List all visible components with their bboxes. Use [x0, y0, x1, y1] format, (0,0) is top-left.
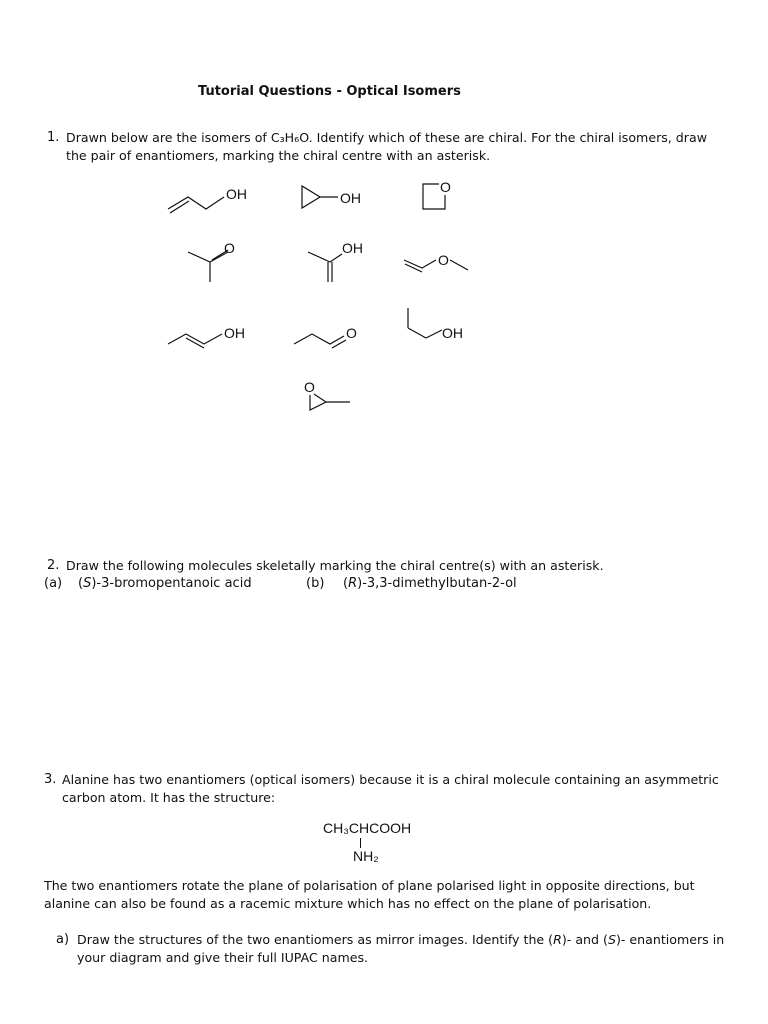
alanine-amino-group: NH₂: [353, 848, 379, 864]
structure-label: O: [304, 379, 315, 395]
question-3-number: 3.: [44, 772, 57, 787]
question-3a-text-line1: Draw the structures of the two enantiomers as mirror images. Identify the (R)- and (S)- enantiomers in: [77, 932, 725, 947]
structure-label: OH: [340, 190, 361, 206]
question-3-paragraph-line2: alanine can also be found as a racemic mixture which has no effect on the plane of polarisation.: [44, 896, 652, 911]
structure-oxetane: [418, 176, 468, 216]
question-3-text-line1: Alanine has two enantiomers (optical isomers) because it is a chiral molecule containing an asymmetric: [62, 772, 719, 787]
structure-prop-2-en-1-ol: [164, 180, 264, 220]
structure-methyloxirane: [300, 376, 360, 416]
question-1-number: 1.: [47, 130, 60, 145]
question-3a-text-line2: your diagram and give their full IUPAC names.: [77, 950, 369, 965]
structure-propenol-branched: [304, 236, 384, 286]
structure-label: O: [346, 325, 357, 341]
page-title: Tutorial Questions - Optical Isomers: [198, 84, 461, 99]
alanine-formula: CH₃CHCOOH: [323, 820, 412, 836]
structure-acetone: [184, 236, 254, 286]
structure-cyclopropanol: [296, 182, 376, 222]
alanine-bond-line: [360, 838, 361, 848]
structure-label: OH: [226, 186, 247, 202]
structure-label: OH: [442, 325, 463, 341]
structure-label: O: [224, 240, 235, 256]
question-2a-compound: (S)-3-bromopentanoic acid: [78, 576, 252, 591]
question-1-text-line2: the pair of enantiomers, marking the chiral centre with an asterisk.: [66, 148, 491, 163]
question-2b-label: (b): [306, 576, 325, 591]
question-3-text-line2: carbon atom. It has the structure:: [62, 790, 276, 805]
structure-prop-1-en-1-ol: [164, 318, 264, 358]
structure-methyl-vinyl-ether: [400, 244, 480, 284]
question-2-number: 2.: [47, 558, 60, 573]
structure-label: OH: [224, 325, 245, 341]
structure-label: O: [438, 252, 449, 268]
structure-label: OH: [342, 240, 363, 256]
question-2a-label: (a): [44, 576, 63, 591]
question-3a-label: a): [56, 932, 70, 947]
question-2b-compound: (R)-3,3-dimethylbutan-2-ol: [343, 576, 517, 591]
question-1-text-line1: Drawn below are the isomers of C₃H₆O. Identify which of these are chiral. For the chiral isomers, draw: [66, 130, 708, 145]
structure-propanal: [290, 318, 380, 358]
question-2-text: Draw the following molecules skeletally marking the chiral centre(s) with an asterisk.: [66, 558, 604, 573]
question-3-paragraph-line1: The two enantiomers rotate the plane of polarisation of plane polarised light in opposite directions, but: [44, 878, 695, 893]
structure-label: O: [440, 179, 451, 195]
structure-prop-1-en-2-ol: [402, 304, 492, 354]
